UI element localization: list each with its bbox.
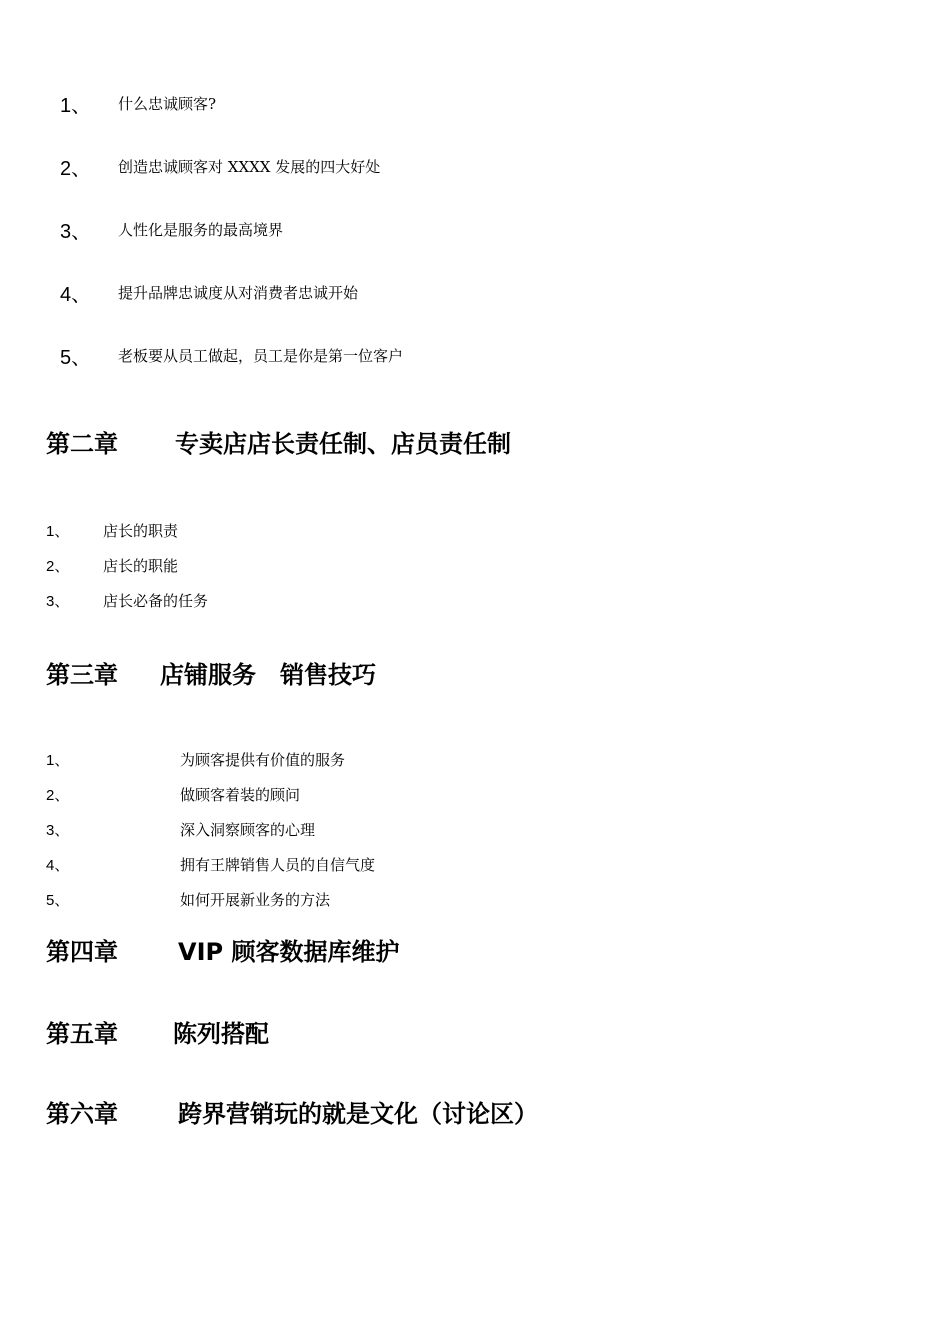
list-text: 老板要从员工做起，员工是你是第一位客户	[118, 347, 404, 365]
list-text: 深入洞察顾客的心理	[180, 821, 316, 839]
list-number: 1、	[46, 523, 70, 540]
chapter-title: 专卖店店长责任制、店员责任制	[175, 430, 511, 458]
chapter-label: 第五章	[46, 1020, 118, 1048]
chapter-title: VIP 顾客数据库维护	[178, 938, 400, 966]
list-number: 1、	[46, 752, 70, 769]
chapter-label: 第二章	[46, 430, 118, 458]
list-number: 3、	[60, 221, 92, 243]
list-text: 什么忠诚顾客?	[118, 95, 217, 113]
list-number: 4、	[46, 857, 70, 874]
list-number: 3、	[46, 593, 70, 610]
list-text: 店长的职责	[103, 522, 179, 540]
chapter-label: 第四章	[46, 938, 118, 966]
list-text: 做顾客着装的顾问	[180, 786, 301, 804]
chapter-title: 跨界营销玩的就是文化（讨论区）	[178, 1100, 538, 1128]
list-text: 创造忠诚顾客对 XXXX 发展的四大好处	[118, 158, 381, 176]
list-text: 人性化是服务的最高境界	[118, 221, 284, 239]
chapter-title: 店铺服务 销售技巧	[160, 661, 376, 689]
list-text: 如何开展新业务的方法	[180, 891, 331, 909]
list-text: 为顾客提供有价值的服务	[180, 751, 346, 769]
chapter-title: 陈列搭配	[173, 1020, 269, 1048]
chapter-label: 第六章	[46, 1100, 118, 1128]
list-number: 4、	[60, 284, 92, 306]
list-number: 2、	[46, 787, 70, 804]
list-text: 店长的职能	[103, 557, 179, 575]
list-text: 提升品牌忠诚度从对消费者忠诚开始	[118, 284, 359, 302]
chapter-label: 第三章	[46, 661, 118, 689]
list-number: 1、	[60, 95, 92, 117]
list-number: 3、	[46, 822, 70, 839]
list-text: 店长必备的任务	[103, 592, 209, 610]
list-number: 2、	[60, 158, 92, 180]
list-number: 2、	[46, 558, 70, 575]
list-text: 拥有王牌销售人员的自信气度	[180, 856, 376, 874]
list-number: 5、	[46, 892, 70, 909]
list-number: 5、	[60, 347, 92, 369]
